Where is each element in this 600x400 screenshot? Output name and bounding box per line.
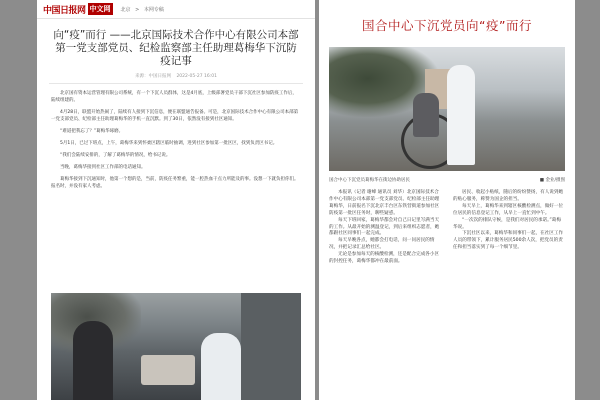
photo-elderly-person [413, 93, 439, 137]
paragraph: 无论是参加每天的核酸检测，还是配合完成各小区的封控任务，葛梅华都冲在最前面。 [329, 252, 440, 265]
photo-cart [141, 355, 195, 385]
paragraph: 当晚，葛梅华接到社区工作部的电话通知。 [60, 165, 146, 170]
article-source: 来源：中国日报网 [135, 74, 171, 79]
site-logo[interactable] [43, 3, 113, 16]
logo-badge: 中文网 [89, 5, 111, 13]
breadcrumb-separator: > [135, 6, 140, 13]
photo-person-protective-suit [201, 333, 241, 400]
paragraph: 每天早晚各点，她都会打电话，问一问居民的情况，并把记录汇总给社区。 [329, 238, 435, 251]
left-article-page [37, 0, 315, 400]
photo-person-dark [73, 321, 113, 400]
photo-building [241, 293, 301, 400]
breadcrumb-item-exclusive[interactable]: 本网专稿 [143, 6, 164, 13]
photo-person-protective-suit [447, 65, 475, 165]
paragraph: 下沉社区以来，葛梅华和同事们一起，在社区工作人员的带领下，累计服务居民500余人次，把党员的责任和担当落实到了每一个细节里。 [453, 231, 564, 251]
site-header [37, 0, 315, 19]
paragraph: “一次次的排队守候，是我们对居民的承诺。”葛梅华说。 [453, 217, 561, 230]
text-column-1 [329, 190, 441, 266]
paragraph: “难道把我忘了？”葛梅华琢磨。 [60, 129, 124, 134]
breadcrumb [121, 6, 167, 13]
article-body [37, 84, 315, 190]
breadcrumb-item-beijing[interactable]: 北京 [120, 6, 131, 13]
paragraph: 北京国有资本运营管理有限公司系统，有一个下沉人员群体，这是4月底，上级部署党员干部下沉社区参加防疫工作后，陆续组建的。 [51, 91, 297, 103]
article-photo [51, 293, 301, 400]
logo-text: 中国日报网 [43, 5, 86, 16]
photo-caption [329, 177, 565, 183]
article-title: 向“疫”而行 ——北京国际技术合作中心有限公司本部第一党支部党员、纪检监察部主任助理葛梅华下沉防疫记事 [53, 29, 299, 67]
paragraph: 每天下班回家，葛梅华都会对自己日记里写满当天的工作。从最开始的测温登记，到后来组织志愿者，她都跟社区同事们一起完成。 [329, 217, 440, 237]
paragraph: 5月1日，已过下班点，上午，葛梅华来到怀柔区辖区临时抽调，进到社区参加第一批区区，找到负责区书记。 [60, 141, 278, 146]
right-newspaper-page [319, 0, 575, 400]
newspaper-photo [329, 47, 565, 171]
newspaper-headline: 国合中心下沉党员向“疫”而行 [362, 18, 532, 33]
article-meta [37, 73, 315, 79]
paragraph: 居民、收起小贴纸，随后的纷纷赞扬，有人说到她的贴心服务，称赞为国企的担当。 [453, 190, 564, 202]
paragraph: 4月28日，联盟开始热闹了，陆续有人接到下沉信息，便在联盟通告报备。可是，北京国际技术合作中心有限公司本部第一党支部党员、纪检部主任助理葛梅华的手机一直沉默。到了30日，依然没有接到社区通知。 [51, 110, 299, 122]
caption-credit: ■ 金业/摄图 [539, 178, 565, 183]
paragraph: 葛梅华接到下沉通知时，他第一个想的是，当前，防疫任务繁重，能一腔热血干点力所能及的事。没想一下就负担你们。报名时，并没有家人考虑。 [51, 177, 299, 189]
paragraph: 每天早上，葛梅华来到辖区核酸检测点，做好一位位居民的信息登记工作，从早上一直忙到中午。 [453, 203, 564, 216]
text-column-2 [453, 190, 565, 252]
caption-text: 国合中心下沉党员葛梅华在街边协助居民 [329, 178, 410, 183]
paragraph: 本报讯（记者 谢峰 通讯员 刘华）北京国际技术合作中心有限公司本部第一党支部党员、纪检部主任助理葛梅华，日前报名下沉北京丰台区东铁营街道参加社区防疫第一批区任务时，聊些疑惑。 [329, 190, 440, 216]
paragraph: “我们会陆续安排的，了解了葛梅华的情况，给书记说。 [60, 153, 171, 158]
article-date: 2022-05-27 16:01 [176, 74, 217, 79]
